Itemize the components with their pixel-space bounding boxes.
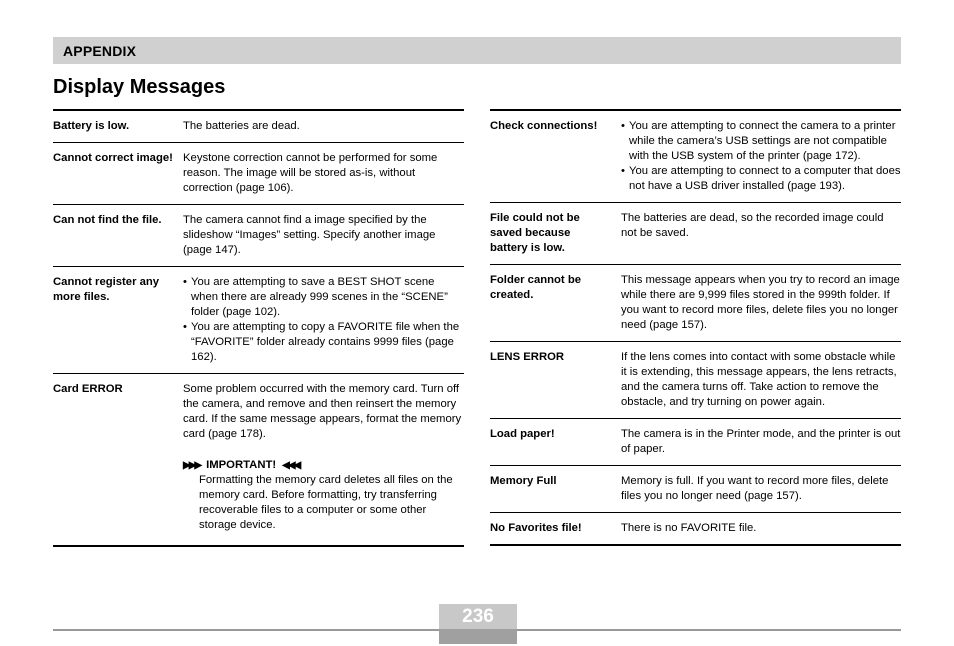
message-desc-group [183,382,464,533]
message-row [490,265,901,342]
bullet-item: • You are attempting to connect to a computer that does not have a USB driver installed (page 193). [621,164,901,194]
message-desc [621,119,901,194]
messages-table-right [490,109,901,546]
bullet-item: • You are attempting to connect the camera to a printer while the camera’s USB settings are not compatible with the USB system of the printer (page 172). [621,119,901,164]
messages-table-left [53,109,464,547]
message-desc: The camera cannot find a image specified by the slideshow “Images” setting. Specify another image (page 147). [183,214,436,256]
message-term: Cannot correct image! [53,152,173,164]
section-header-band [53,37,901,64]
page-number-tab [439,604,517,644]
message-row [490,342,901,419]
message-desc: The batteries are dead. [183,120,300,132]
message-desc [183,275,464,365]
arrow-left-icon: ◀◀◀ [282,460,300,471]
message-desc: Some problem occurred with the memory card. Turn off the camera, and remove and then reinsert the memory card. If the same message appears, format the memory card (page 178). [183,383,462,440]
message-term: No Favorites file! [490,522,582,534]
message-term: Cannot register any more files. [53,276,160,303]
message-desc: The batteries are dead, so the recorded image could not be saved. [621,212,884,239]
important-label: IMPORTANT! [206,459,277,471]
message-term: Card ERROR [53,383,123,395]
message-row [53,111,464,143]
message-row [53,374,464,547]
message-row [490,466,901,513]
message-row [53,205,464,267]
message-desc: If the lens comes into contact with some obstacle while it is extending, this message appears, the lens retracts, and the camera turns off. Take action to remove the obstacle, and try turning on power again. [621,351,897,408]
message-term: LENS ERROR [490,351,565,363]
message-desc: This message appears when you try to record an image while there are 9,999 files stored in the 999th folder. If you want to record more files, delete files you no longer need (page 157). [621,274,900,331]
message-term: Battery is low. [53,120,130,132]
important-note [183,458,464,533]
message-row [490,513,901,546]
message-row [53,267,464,374]
bullet-item: • You are attempting to copy a FAVORITE file when the “FAVORITE” folder already contains 9999 files (page 162). [183,320,464,365]
message-term: File could not be saved because battery is low. [490,212,580,254]
section-label: APPENDIX [63,43,137,59]
message-row [490,419,901,466]
message-term: Can not find the file. [53,214,162,226]
message-desc: There is no FAVORITE file. [621,522,757,534]
message-term: Memory Full [490,475,557,487]
important-text: Formatting the memory card deletes all files on the memory card. Before formatting, try transferring recoverable files to a computer or some other storage device. [199,474,453,531]
bullet-item: • You are attempting to save a BEST SHOT scene when there are already 999 scenes in the “SCENE” folder (page 102). [183,275,464,320]
arrow-right-icon: ▶▶▶ [183,460,201,471]
page-title: Display Messages [53,76,226,98]
message-row [53,143,464,205]
message-term: Check connections! [490,120,598,132]
page-number: 236 [439,604,517,629]
message-term: Folder cannot be created. [490,274,582,301]
message-row [490,203,901,265]
message-desc: Keystone correction cannot be performed for some reason. The image will be stored as-is, without correction (page 106). [183,152,438,194]
message-term: Load paper! [490,428,555,440]
message-row [490,111,901,203]
message-desc: Memory is full. If you want to record more files, delete files you no longer need (page 157). [621,475,889,502]
message-desc: The camera is in the Printer mode, and the printer is out of paper. [621,428,901,455]
